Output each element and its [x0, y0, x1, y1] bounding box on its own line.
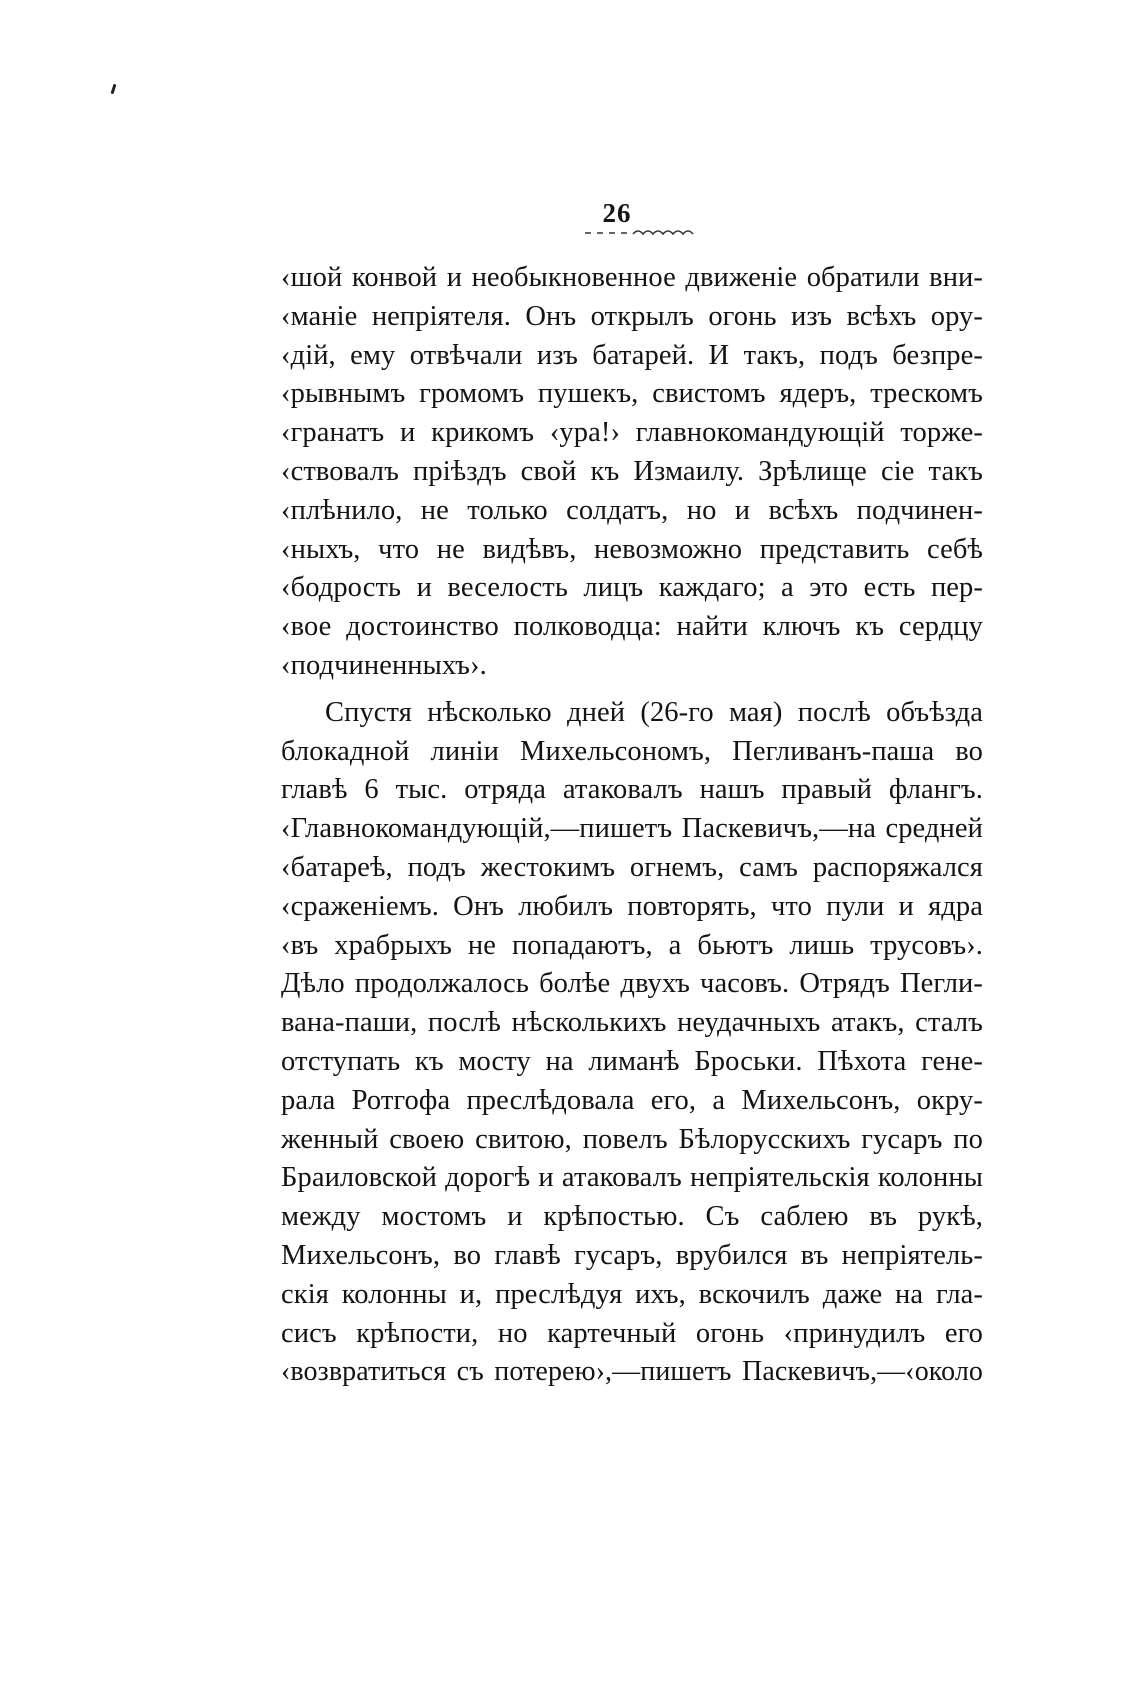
text-line: женный своею свитою, повелъ Бѣлорусскихъ гусаръ по — [281, 1123, 983, 1155]
page-number: 26 — [602, 198, 632, 228]
text-line: вана-паши, послѣ нѣсколькихъ неудачныхъ атакъ, сталъ — [281, 1007, 983, 1039]
text-line: ‹шой конвой и необыкновенное движенiе обратили вни- — [281, 262, 983, 293]
text-line: Браиловской дорогѣ и атаковалъ непрiятельскiя колонны — [281, 1162, 983, 1194]
text-line: ‹возвратиться съ потерею›,—пишетъ Паскевичъ,—‹около — [281, 1356, 983, 1388]
text-line: ‹Главнокомандующiй,—пишетъ Паскевичъ,—на средней — [281, 813, 983, 845]
text-line: рала Ротгофа преслѣдовала его, а Михельсонъ, окру- — [281, 1084, 983, 1116]
text-line: ‹вое достоинство полководца: найти ключъ къ сердцу — [281, 611, 983, 643]
body-text — [281, 259, 983, 1392]
text-line: главѣ 6 тыс. отряда атаковалъ нашъ правый флангъ. — [281, 774, 983, 806]
text-line: ‹подчиненныхъ›. — [281, 649, 487, 681]
text-line: ‹сраженiемъ. Онъ любилъ повторять, что пули и ядра — [281, 890, 983, 922]
text-line: ‹въ храбрыхъ не попадаютъ, а бьютъ лишь трусовъ›. — [281, 929, 983, 961]
text-line: ‹манiе непрiятеля. Онъ открылъ огонь изъ всѣхъ ору- — [281, 300, 983, 332]
text-line: Спустя нѣсколько дней (26-го мая) послѣ объѣзда — [325, 696, 983, 728]
text-line: ‹гранатъ и крикомъ ‹ура!› главнокомандующiй торже- — [281, 417, 983, 449]
text-line: ‹батареѣ, подъ жестокимъ огнемъ, самъ распоряжался — [281, 851, 983, 883]
text-line: ‹рывнымъ громомъ пушекъ, свистомъ ядеръ, трескомъ — [281, 378, 983, 410]
text-line: Дѣло продолжалось болѣе двухъ часовъ. Отрядъ Пегли- — [281, 968, 983, 1000]
print-speck — [111, 84, 117, 94]
text-line: ‹дiй, ему отвѣчали изъ батарей. И такъ, подъ безпре- — [281, 339, 983, 371]
text-line: скiя колонны и, преслѣдуя ихъ, вскочилъ даже на гла- — [281, 1278, 983, 1310]
text-line: ‹плѣнило, не только солдатъ, но и всѣхъ подчинен- — [281, 494, 983, 526]
paragraph-1 — [281, 259, 983, 686]
text-line: ‹бодрость и веселость лицъ каждаго; а это есть пер- — [281, 572, 983, 604]
paragraph-2 — [281, 694, 983, 1392]
text-line: ‹ныхъ, что не видѣвъ, невозможно представить себѣ — [281, 533, 983, 565]
text-line: ‹ствовалъ прiѣздъ свой къ Измаилу. Зрѣлище сiе такъ — [281, 455, 983, 487]
wavy-rule-ornament — [583, 225, 705, 239]
text-line: между мостомъ и крѣпостью. Съ саблею въ рукѣ, — [281, 1201, 983, 1233]
text-line: блокадной линiи Михельсономъ, Пегливанъ-паша во — [281, 735, 983, 767]
text-line: Михельсонъ, во главѣ гусаръ, врубился въ непрiятель- — [281, 1239, 983, 1271]
text-line: отступать къ мосту на лиманѣ Броськи. Пѣхота гене- — [281, 1045, 983, 1077]
text-line: сисъ крѣпости, но картечный огонь ‹принудилъ его — [281, 1317, 983, 1349]
